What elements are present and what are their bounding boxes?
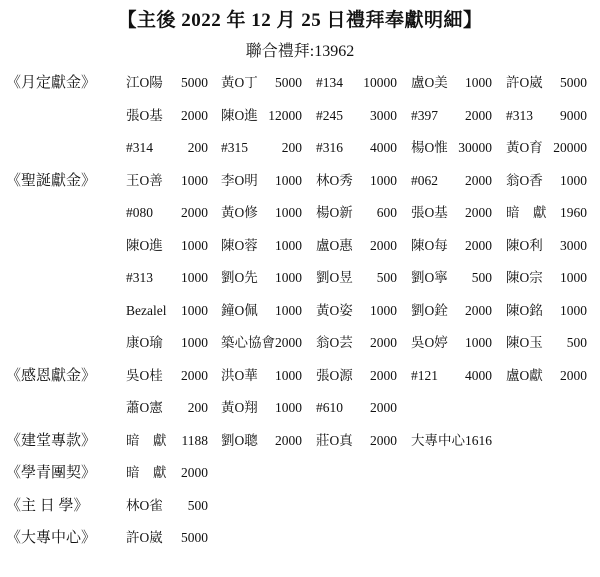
offering-row (0, 298, 600, 324)
donor-name: 黃O育 (506, 140, 543, 155)
donor-name: #062 (411, 172, 438, 188)
donor-name: #313 (126, 270, 153, 285)
donation-amount: 2000 (560, 367, 587, 383)
donation-amount: 1000 (181, 237, 208, 253)
service-total: 聯合禮拜:13962 (245, 43, 355, 60)
category-label: 《感恩獻金》 (6, 367, 97, 384)
donor-name: 黃O姿 (316, 302, 353, 318)
donation-amount: 1000 (275, 367, 302, 383)
donor-name: #121 (411, 367, 438, 383)
donation-amount: 2000 (465, 107, 492, 123)
category-label: 《主 日 學》 (6, 497, 89, 514)
donation-amount: 2000 (465, 302, 492, 318)
donation-amount: 2000 (370, 400, 397, 415)
offering-row (0, 265, 600, 291)
donation-amount: 2000 (370, 335, 397, 350)
offering-row (0, 428, 600, 454)
report-title: 【主後 2022 年 12 月 25 日禮拜奉獻明細】 (117, 10, 483, 31)
donation-amount: 9000 (560, 107, 587, 123)
donation-amount: 5000 (181, 530, 208, 545)
donor-name: 翁O香 (506, 172, 543, 188)
donation-amount: 2000 (275, 432, 302, 448)
offering-row (0, 200, 600, 226)
donation-amount: 2000 (181, 205, 208, 220)
donor-name: #397 (411, 107, 438, 123)
donation-amount: 200 (187, 140, 208, 155)
donor-name: 張O基 (411, 205, 448, 220)
donor-name: 康O瑜 (126, 335, 163, 350)
category-label: 《建堂專款》 (6, 432, 97, 449)
donation-amount: 2000 (181, 465, 208, 480)
donor-name: 劉O昱 (316, 270, 353, 285)
offering-row (0, 103, 600, 129)
donor-name: 劉O聰 (221, 432, 258, 448)
offering-row (0, 135, 600, 161)
offering-row (0, 233, 600, 259)
donation-amount: 2000 (275, 335, 302, 350)
donation-amount: 200 (281, 140, 302, 155)
donation-amount: 1000 (275, 237, 302, 253)
donation-amount: 4000 (370, 140, 397, 155)
donor-name: 陳O宗 (506, 270, 543, 285)
donation-amount: 3000 (370, 107, 397, 123)
donation-amount: 500 (376, 270, 397, 285)
donor-name: 陳O利 (506, 237, 543, 253)
donor-name: 吳O桂 (126, 367, 163, 383)
donation-amount: 2000 (465, 237, 492, 253)
donation-amount: 1000 (560, 270, 587, 285)
donor-name: 陳O銘 (506, 302, 543, 318)
donation-amount: 1960 (560, 205, 587, 220)
donor-name: #080 (126, 205, 153, 220)
donor-name: #314 (126, 140, 153, 155)
donor-name: 江O陽 (126, 75, 163, 90)
donation-amount: 5000 (560, 75, 587, 90)
donation-amount: 500 (187, 497, 208, 513)
donation-amount: 2000 (370, 432, 397, 448)
donor-name: 盧O惠 (316, 237, 353, 253)
donation-amount: 1000 (181, 302, 208, 318)
donor-name: 暗 獻 (506, 205, 547, 220)
donation-amount: 2000 (465, 172, 492, 188)
donation-amount: 3000 (560, 237, 587, 253)
donor-name: 劉O寧 (411, 270, 448, 285)
donation-amount: 600 (376, 205, 397, 220)
offering-row (0, 395, 600, 421)
donor-name: 陳O進 (126, 237, 163, 253)
donor-name: 李O明 (221, 172, 258, 188)
donation-amount: 1000 (275, 172, 302, 188)
donation-amount: 1000 (465, 75, 492, 90)
donor-name: 許O崴 (506, 75, 543, 90)
donor-name: #313 (506, 107, 533, 123)
donation-amount: 10000 (363, 75, 397, 90)
donor-name: 陳O玉 (506, 335, 543, 350)
donor-name: 大專中心 (411, 432, 465, 448)
donation-amount: 1000 (560, 302, 587, 318)
donation-amount: 1000 (370, 172, 397, 188)
donor-name: 林O秀 (316, 172, 353, 188)
donation-amount: 1000 (275, 205, 302, 220)
donation-amount: 1000 (275, 270, 302, 285)
offering-row (0, 493, 600, 519)
donor-name: 暗 獻 (126, 465, 167, 480)
category-label: 《月定獻金》 (6, 75, 97, 91)
donor-name: #134 (316, 75, 343, 90)
donor-name: 黃O修 (221, 205, 258, 220)
donation-amount: 1188 (181, 432, 208, 448)
donor-name: 盧O美 (411, 75, 448, 90)
donor-name: 楊O新 (316, 205, 353, 220)
donor-name: 劉O先 (221, 270, 258, 285)
donation-amount: 30000 (458, 140, 492, 155)
donor-name: 張O源 (316, 367, 353, 383)
donation-amount: 2000 (181, 107, 208, 123)
donation-amount: 12000 (268, 107, 302, 123)
donor-name: 莊O真 (316, 432, 353, 448)
donation-amount: 1000 (275, 302, 302, 318)
donation-amount: 1000 (465, 335, 492, 350)
donor-name: 盧O獻 (506, 367, 543, 383)
donor-name: 許O崴 (126, 530, 163, 545)
donor-name: 劉O銓 (411, 302, 448, 318)
donation-amount: 200 (187, 400, 208, 415)
donation-amount: 1000 (370, 302, 397, 318)
donor-name: #245 (316, 107, 343, 123)
donation-amount: 2000 (181, 367, 208, 383)
donation-amount: 1616 (465, 432, 492, 448)
donation-amount: 20000 (553, 140, 587, 155)
donation-amount: 1000 (275, 400, 302, 415)
donation-amount: 1000 (560, 172, 587, 188)
donor-name: 築心協會 (221, 335, 275, 350)
offering-row (0, 363, 600, 389)
donor-name: 洪O華 (221, 367, 258, 383)
category-label: 《聖誕獻金》 (6, 172, 97, 189)
donor-name: 暗 獻 (126, 432, 167, 448)
donor-name: #315 (221, 140, 248, 155)
donor-name: 翁O芸 (316, 335, 353, 350)
donation-amount: 5000 (275, 75, 302, 90)
donation-amount: 500 (471, 270, 492, 285)
donor-name: 陳O每 (411, 237, 448, 253)
donor-name: 蕭O憲 (126, 400, 163, 415)
donor-name: Bezalel (126, 302, 167, 318)
donation-amount: 1000 (181, 172, 208, 188)
donor-name: 陳O進 (221, 107, 258, 123)
donor-name: 鐘O佩 (221, 302, 258, 318)
offering-row (0, 525, 600, 551)
donor-name: 黃O翔 (221, 400, 258, 415)
donation-amount: 500 (566, 335, 587, 350)
donor-name: 陳O蓉 (221, 237, 258, 253)
category-label: 《學青團契》 (6, 465, 97, 481)
offering-row (0, 168, 600, 194)
donor-name: 王O善 (126, 172, 163, 188)
donation-amount: 2000 (465, 205, 492, 220)
donor-name: 吳O婷 (411, 335, 448, 350)
category-label: 《大專中心》 (6, 530, 97, 546)
donor-name: 楊O惟 (411, 140, 448, 155)
donor-name: #610 (316, 400, 343, 415)
donor-name: 黃O丁 (221, 75, 258, 90)
donation-amount: 2000 (370, 367, 397, 383)
donation-amount: 1000 (181, 335, 208, 350)
offering-row (0, 70, 600, 96)
donation-amount: 4000 (465, 367, 492, 383)
donation-amount: 5000 (181, 75, 208, 90)
donor-name: 林O雀 (126, 497, 163, 513)
offering-row (0, 460, 600, 486)
donation-amount: 2000 (370, 237, 397, 253)
donation-amount: 1000 (181, 270, 208, 285)
offering-row (0, 330, 600, 356)
donor-name: 張O基 (126, 107, 163, 123)
donor-name: #316 (316, 140, 343, 155)
